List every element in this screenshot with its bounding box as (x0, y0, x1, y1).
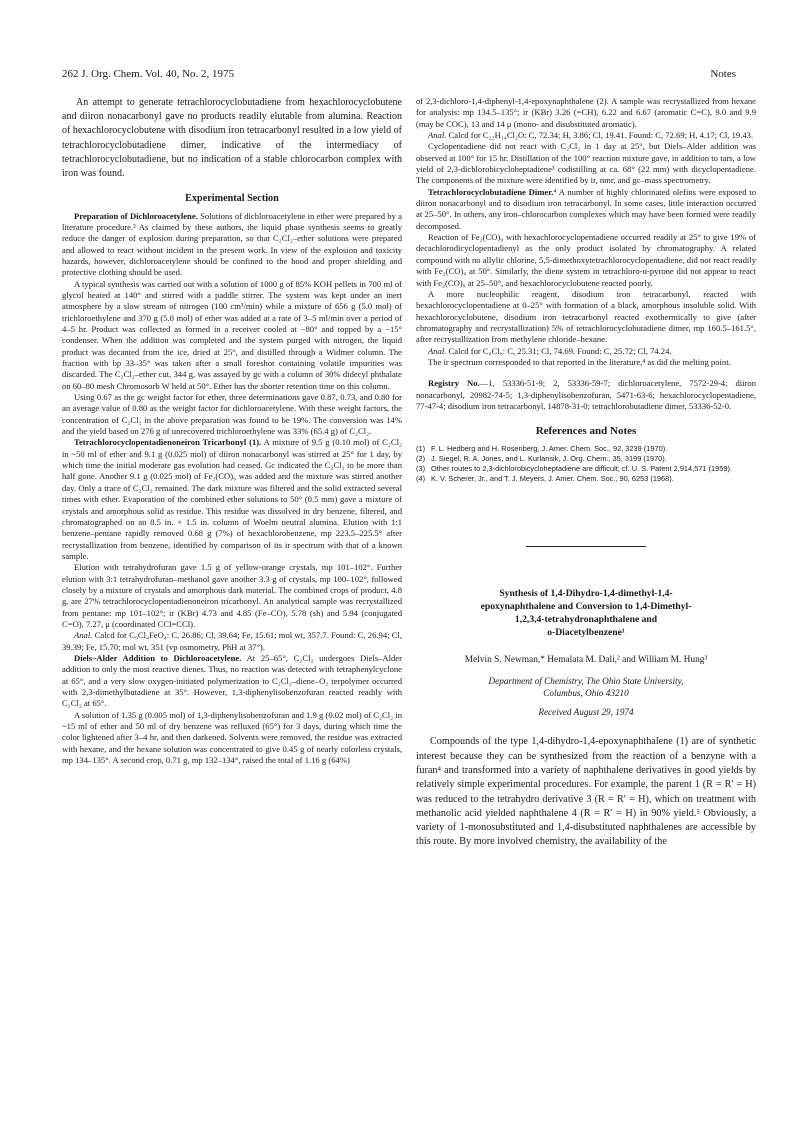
references-list (416, 444, 756, 484)
running-header-right: Notes (710, 68, 736, 80)
reference-item: (2) J. Siegel, R. A. Jones, and L. Kurlansik, J. Org. Chem., 35, 3199 (1970). (416, 453, 667, 463)
run-in-heading: Diels–Alder Addition to Dichloroacetylene. (74, 652, 242, 663)
paragraph-synthesis: A typical synthesis was carried out with a solution of 1000 g of 85% KOH pellets in 700 ml of glycol heated at 140° and stirred with a paddle stirrer. The system was kept under an inert atmosphere by a slow stream of nitrogen (100 cm³/min) while a mixture of 656 g (5.0 mol) of trichloroethylene and 370 g (5.0 mol) of ether was added at a rate of 3–5 ml/min over a period of 4–5 hr. Product was collected as formed in a receiver cooled at −80° and topped by a −15° condenser. When the addition was completed and the system purged with nitrogen, the liquid product was decanted from the ice, dried at 25°, and distilled through a Widmer column. The fraction with bp 33–35° was taken after a small foreshot containing volatile impurities was discarded. The C₂Cl₂–ether cut, 344 g, was assayed by gc with a column of 30% didecyl phthalate on 60–80 mesh Chromosorb W held at 50°. Ether has the shorter retention time on this column. (62, 278, 402, 391)
registry-text: —1, 53336-51-9; 2, 53336-59-7; dichloroacetylene, 7572-29-4; diiron nonacarbonyl, 20982-74-5; 1,3-diphenylisobenzofuran, 5471-63-6; hexachlorocyclopentadiene, 77-47-4; disodium iron tetracarbonyl, 14878-31-0; tetrachlorobutadiene dimer, 53336-52-0. (416, 378, 756, 411)
paragraph-text: Calcd for C₉Cl₄FeO₄: C, 26.86; Cl, 39.64; Fe, 15.61; mol wt, 357.7. Found: C, 26.94; Cl, 39.39; Fe, 15.70; mol wt, 351 (vp osmometry, PhH at 37°). (62, 630, 402, 652)
section-divider (526, 546, 646, 547)
paragraph-cyclopentadiene: Cyclopentadiene did not react with C₂Cl₂ in 1 day at 25°, but Diels–Alder addition was observed at 100° for 15 hr. Distillation of the 100° reaction mixture gave, in addition to tars, a low yield of 2,3-dichlorobicycloheptadiene³ codistilling at ca. 68° (22 mm) with dicyclopentadiene. The components of the mixture were identified by ir, nmr, and gc–mass spectrometry. (416, 141, 756, 186)
run-in-heading: Tetrachlorocyclopentadienoneiron Tricarbonyl (1). (74, 437, 262, 448)
paragraph-nucleophilic: A more nucleophilic reagent, disodium iron tetracarbonyl, reacted with hexachlorocyclopentadiene at 0–25° with formation of a black, amorphous insoluble solid. With hexachlorocyclobutene, disodium iron tetracarbonyl reacted exothermically to give (after chromatography and recrystallization) 5% of tetrachlorocyclobutadiene dimer, mp 160.5–161.5°, after recrystallization from methylene chloride–hexane. (416, 288, 756, 345)
paragraph-elution: Elution with tetrahydrofuran gave 1.5 g of yellow-orange crystals, mp 101–102°. Further elution with 3:1 tetrahydrofuran–methanol gave another 3.3 g of crystals, mp 100–102°, followed closely by a mixture of crystals and amorphous dark material. The combined crops of product, 4.8 g, are 27% tetrachlorocyclopentadienoneiron tricarbonyl. An analytical sample was recrystallized from pentane: mp 101–102°; ir (KBr) 4.73 and 4.85 (Fe–CO), 5.78 (sh) and 5.94 (conjugated C=O), 7.27, μ (coordinated CCl=CCl). (62, 562, 402, 629)
paragraph-gc-factor: Using 0.67 as the gc weight factor for ether, three determinations gave 0.87, 0.73, and 0.80 for an average value of 0.80 as the weight factor for dichloroacetylene. With these weight factors, the concentration of C₂Cl₂ in the above preparation was found to be 19%. The conversion was 14% and the yield based on 276 g of unrecovered trichloroethylene was 33% (65.4 g) of C₂Cl₂. (62, 392, 402, 437)
reference-item: (4) K. V. Scherer, Jr., and T. J. Meyers, J. Amer. Chem. Soc., 90, 6253 (1968). (416, 473, 674, 483)
paragraph-fe2co9: Reaction of Fe₂(CO)₉ with hexachlorocyclopentadiene occurred readily at 25° to give 19% of decachlorodicyclopentadienyl as the only product isolated by chromatography. A related compound with no allylic chlorine, 5,5-dimethoxytetrachlorocyclopentadiene, did not react readily with Fe₂(CO)₉ at 50°. Similarly, the diene system in tetrachloro-α-pyrone did not appear to react with Fe₂(CO)₉ at 25–50°, and hexachlorocyclobutene reacted poorly. (416, 232, 756, 288)
paragraph-text: Solutions of dichloroacetylene in ether were prepared by a literature procedure.² As claimed by these authors, the liquid phase synthesis seems to greatly reduce the danger of explosion during preparation, so that C₂Cl₂–ether solutions were prepared and allowed to react without incident in the present work. In view of the explosion and toxicity hazards, however, dichloroacetylene should be confined to the hood and proper shielding and protective clothing should be used. (62, 210, 402, 278)
paragraph-tricarbonyl (62, 437, 402, 562)
reference-item: (1) F. L. Hedberg and H. Rosenberg, J. Amer. Chem. Soc., 92, 3239 (1970). (416, 443, 668, 453)
paragraph-text: At 25–65°, C₂Cl₂ undergoes Diels–Alder addition to only the most reactive dienes. Thus, no reaction was detected with tetraphenylcyclone at 65°, and a very slow oxygen-initiated polymerization to C₂Cl₂–diene–O₂ terpolymer occurred with 2,3-dimethylbutadiene at 35°. However, 1,3-diphenylisobenzofuran reacted readily with C₂Cl₂ at 65°. (62, 652, 402, 709)
reference-item: (3) Other routes to 2,3-dichlorobicycloheptadiene are difficult; cf. U. S. Patent 2,914,571 (1959). (416, 463, 733, 473)
paragraph-dimer (416, 187, 756, 232)
right-column (416, 96, 756, 850)
experimental-section-heading: Experimental Section (185, 193, 279, 205)
anal-label: Anal. (428, 130, 447, 141)
paragraph-diels-alder (62, 653, 402, 710)
run-in-heading: Preparation of Dichloroacetylene. (74, 210, 198, 221)
registry-heading: Registry No. (428, 378, 480, 389)
references-heading: References and Notes (535, 425, 637, 438)
article-affiliation: Department of Chemistry, The Ohio State University, Columbus, Ohio 43210 (488, 675, 684, 698)
paragraph-analysis-2 (416, 130, 756, 141)
paragraph-continued: of 2,3-dichloro-1,4-diphenyl-1,4-epoxynaphthalene (2). A sample was recrystallized from hexane for analysis: mp 134.5–135°; ir (KBr) 3.26 (=CH), 6.22 and 6.67 (aromatic C=C), 9.0 and 9.9 (may be COC), 13 and 14 μ (mono- and disubstituted aromatic). (416, 96, 756, 129)
running-header-left: 262 J. Org. Chem. Vol. 40, No. 2, 1975 (62, 68, 235, 80)
intro-paragraph: An attempt to generate tetrachlorocyclobutadiene from hexachlorocyclobutene and diiron nonacarbonyl gave no products readily elutable from alumina. Reaction of hexachlorocyclobutene with disodium iron tetracarbonyl resulted in a low yield of tetrachlorocyclobutadiene dimer, indicative of the intermediacy of tetrachlorocyclobutadiene, but no indication of a stable chlorocarbon complex with iron was found. (62, 97, 402, 180)
run-in-heading: Tetrachlorocyclobutadiene Dimer. (428, 186, 554, 197)
paragraph-ir-spectrum: The ir spectrum corresponded to that reported in the literature,⁴ as did the melting point. (428, 356, 731, 367)
anal-label: Anal. (74, 630, 93, 641)
registry-numbers (416, 378, 756, 412)
paragraph-text: A mixture of 9.5 g (0.10 mol) of C₂Cl₂ in ~50 ml of ether and 9.1 g (0.025 mol) of diiron nonacarbonyl was stirred at 25° for 1 day, by which time the initial moderate gas evolution had ceased. Gc indicated the C₂Cl₂ to be more than half gone. Another 9.1 g (0.025 mol) of Fe₂(CO)₉ was added and the mixture was stirred another day. Only a trace of C₂Cl₂ remained. The dark mixture was filtered and the solid extracted several times with ether. Evaporation of the combined ether solutions to 50° (0.5 mm) gave a mixture of crystals and amorphous solid as residue. This residue was dissolved in dry benzene, filtered, and chromatographed on an 8.5 in. × 1.5 in. column of Woelm neutral alumina. Elution with 1:1 benzene–pentane rapidly removed 0.68 g (7%) of hexachlorobenzene, mp 223.5–225.5° after recrystallization from benzene, identified by comparison of its ir spectrum with that of a known sample. (62, 437, 402, 561)
left-column (62, 96, 402, 766)
paragraph-text: Calcd for C₂₂H₁₄Cl₂O: C, 72.34; H, 3.86; Cl, 19.41. Found: C, 72.69; H, 4.17; Cl, 19.43. (446, 130, 754, 141)
paragraph-isobenzofuran: A solution of 1.35 g (0.005 mol) of 1,3-diphenylisobenzofuran and 1.9 g (0.02 mol) of C₂Cl₂ in ~15 ml of ether and 50 ml of dry benzene was refluxed (65°) for 3 days, during which time the color lightened after 3–4 hr, and then darkened. Solvents were removed, the residue was extracted with hexane, and the hexane solution was concentrated to give 0.45 g of nearly colorless crystals, mp 134–135°. A second crop, 0.71 g, mp 132–134°, raised the total of 1.16 g (64%) (62, 709, 402, 766)
article-opening-paragraph: Compounds of the type 1,4-dihydro-1,4-epoxynaphthalene (1) are of synthetic interest because they can be synthesized from the reaction of a benzyne with a furan⁴ and transformed into a variety of naphthalene derivatives in good yields by relatively simple experimental procedures. For example, the parent 1 (R = R′ = H) was reduced to the tetrahydro derivative 3 (R = R′ = H), which on treatment with methanolic acid yielded naphthalene 4 (R = R′ = H) in 90% yield.⁵ Obviously, a variety of 1-monosubstituted and 1,4-disubstituted naphthalenes are accessible by this route. By more involved chemistry, the availability of the (416, 736, 756, 848)
anal-label: Anal. (428, 345, 447, 356)
article-authors: Melvin S. Newman,* Hemalata M. Dali,² and William M. Hung³ (464, 654, 708, 665)
paragraph-analysis-1 (62, 630, 402, 653)
paragraph-text: ⁴ A number of highly chlorinated olefins were exposed to diiron nonacarbonyl and to disodium iron tetracarbonyl. In some cases, little interaction occurred at 25–50°. In others, any iron–chlorocarbon complexes which may have been formed were readily decomposed. (416, 186, 756, 231)
paragraph-text: Calcd for C₈Cl₈: C, 25.31; Cl, 74.69. Found: C, 25.72; Cl, 74.24. (446, 345, 672, 356)
paragraph-dichloroacetylene (62, 211, 402, 279)
paragraph-analysis-3 (416, 346, 756, 357)
received-date: Received August 29, 1974 (538, 706, 634, 717)
article-title: Synthesis of 1,4-Dihydro-1,4-dimethyl-1,4- epoxynaphthalene and Conversion to 1,4-Dimethyl- 1,2,3,4-tetrahydronaphthalene and o-Diacetylbenzene¹ (480, 587, 692, 638)
